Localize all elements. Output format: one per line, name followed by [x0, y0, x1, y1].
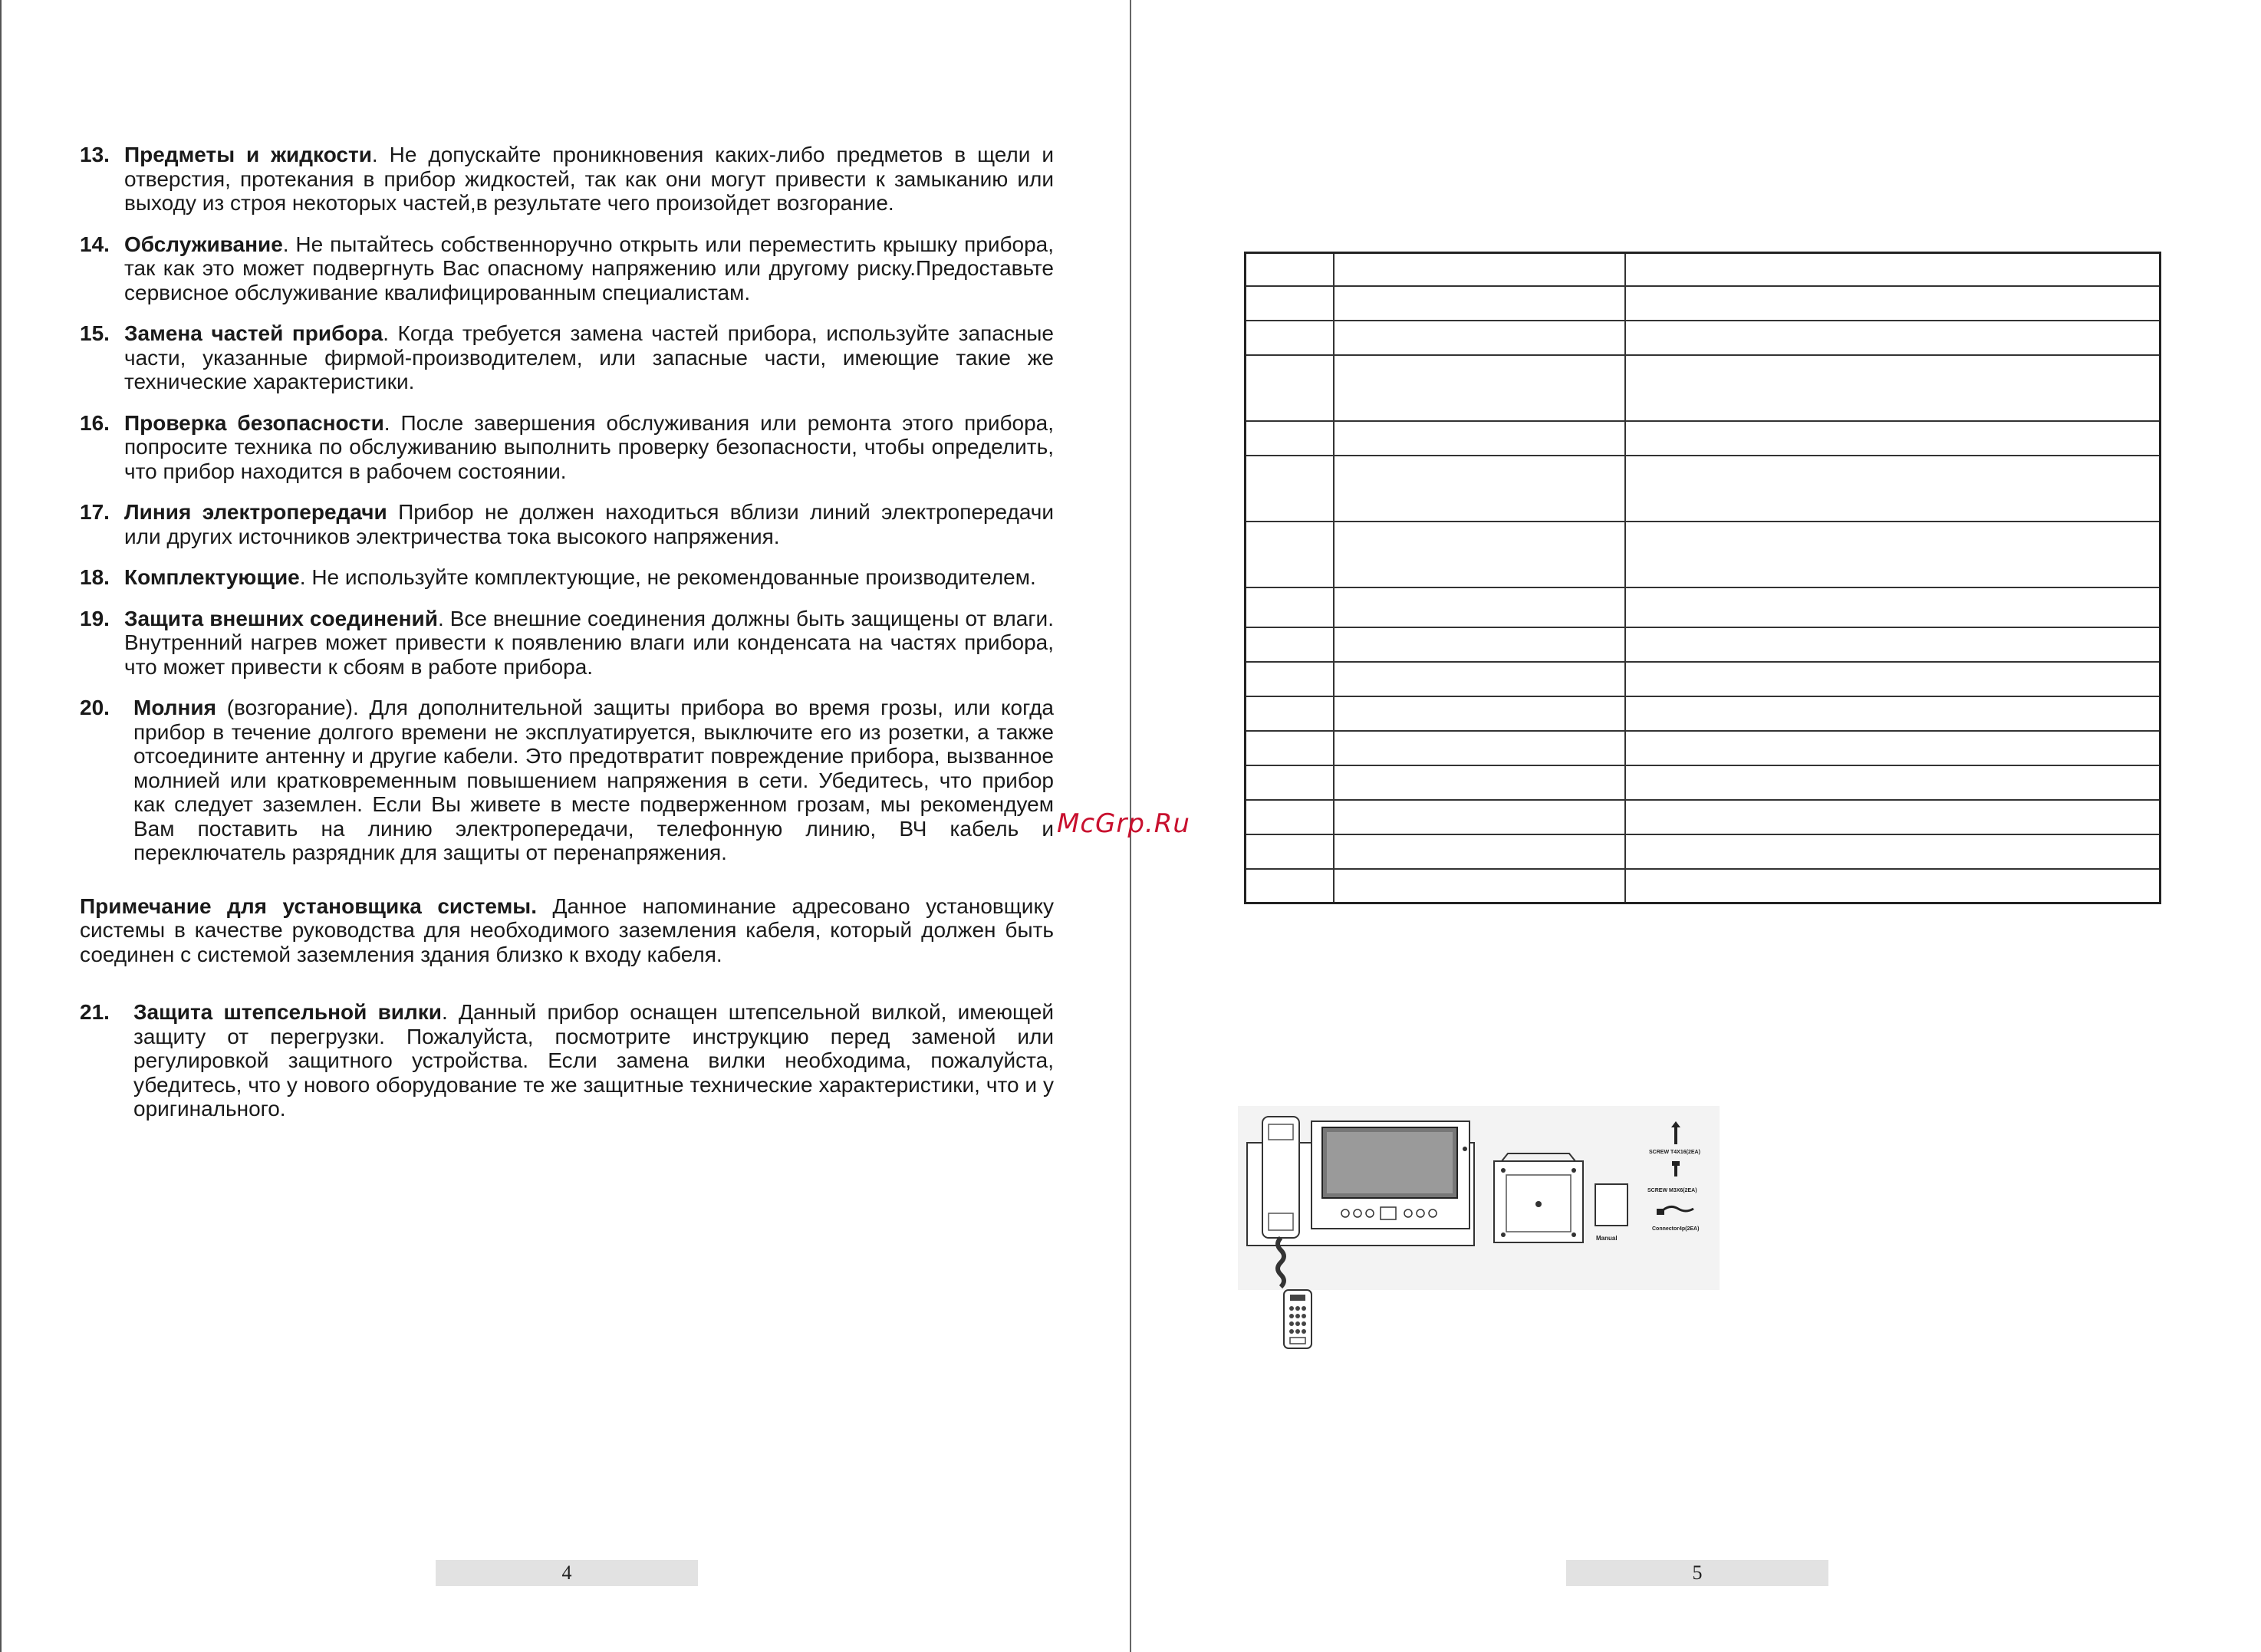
bracket-top	[1502, 1153, 1575, 1161]
item-text: . Все внешние соединения должны быть защищены от влаги. Внутренний нагрев может привести к появлению влаги или конденсата на частях прибора, что может привести к сбоям в работе прибора.	[124, 606, 1054, 679]
list-item	[80, 1000, 1054, 1121]
item-body	[124, 143, 1054, 216]
table-row	[1246, 765, 2161, 800]
screw-m3x6-label: SCREW M3X6(2EA)	[1647, 1188, 1697, 1193]
table-row	[1246, 355, 2161, 421]
monitor-indicator	[1463, 1147, 1467, 1151]
manual-icon	[1595, 1184, 1627, 1226]
item-body	[133, 696, 1054, 865]
safety-items	[80, 143, 1054, 1138]
table-row	[1246, 869, 2161, 903]
list-item	[80, 321, 1054, 394]
connector-plug	[1657, 1209, 1664, 1215]
item-number: 21.	[80, 1000, 110, 1024]
item-body	[124, 321, 1054, 394]
page-number-right: 5	[1566, 1560, 1828, 1586]
item-title: Комплектующие	[124, 565, 300, 589]
item-title: Защита штепсельной вилки	[133, 1000, 443, 1024]
watermark: McGrp.Ru	[1057, 808, 1190, 839]
table-row	[1246, 662, 2161, 696]
item-body	[124, 500, 1054, 548]
list-item	[80, 143, 1054, 216]
remote-control-icon	[1282, 1288, 1313, 1350]
item-number: 19.	[80, 606, 110, 630]
table-row	[1246, 587, 2161, 627]
item-number: 14.	[80, 232, 110, 256]
screw-t4x16-label: SCREW T4X16(2EA)	[1649, 1150, 1700, 1155]
screw-m3x6-icon	[1672, 1161, 1680, 1176]
table-row	[1246, 321, 2161, 355]
item-number: 15.	[80, 321, 110, 345]
specification-table	[1244, 252, 2161, 904]
item-number: 20.	[80, 696, 110, 719]
table-row	[1246, 731, 2161, 765]
item-body	[124, 232, 1054, 305]
item-text: (возгорание). Для дополнительной защиты прибора во время грозы, или когда прибор в течение долгого времени не эксплуатируется, выключите его из розетки, а также отсоедините антенну и другие кабели. Это предотвратит повреждение прибора, вызванное молнией или кратковременным повышением напряжения в сети. Убедитесь, что прибор как следует заземлен. Если Вы живете в месте подверженном грозам, мы рекомендуем Вам поставить на линию электропередачи, телефонную линию, ВЧ кабель и переключатель разрядник для защиты от перенапряжения.	[133, 696, 1054, 864]
list-item	[80, 607, 1054, 680]
table-row	[1246, 522, 2161, 587]
handset-icon	[1262, 1117, 1299, 1238]
accessories-drawing	[1238, 1106, 1720, 1290]
item-title: Молния	[133, 696, 216, 719]
left-page	[0, 0, 1130, 1652]
item-title: Предметы и жидкости	[124, 143, 372, 166]
item-text: . Данный прибор оснащен штепсельной вилкой, имеющей защиту от перегрузки. Пожалуйста, посмотрите инструкцию перед заменой или регулировкой защитного устройства. Если замена вилки необходима, пожалуйста, убедитесь, что у нового оборудование те же защитные технические характеристики, что и у оригинального.	[133, 1000, 1054, 1121]
table-row	[1246, 627, 2161, 662]
item-text: . После завершения обслуживания или ремонта этого прибора, попросите техника по обслуживанию выполнить проверку безопасности, чтобы определить, что прибор находится в рабочем состоянии.	[124, 410, 1055, 483]
accessories-illustration	[1238, 1106, 1720, 1290]
item-number: 18.	[80, 565, 110, 589]
list-item	[80, 565, 1054, 590]
list-item	[80, 411, 1054, 484]
table-row	[1246, 834, 2161, 869]
manual-label: Manual	[1596, 1235, 1618, 1242]
item-title: Обслуживание	[124, 232, 283, 256]
item-title: Проверка безопасности	[124, 410, 384, 435]
item-body	[124, 411, 1054, 484]
installer-note	[80, 894, 1054, 967]
table-row	[1246, 696, 2161, 731]
connector-icon	[1663, 1206, 1693, 1211]
item-number: 13.	[80, 143, 110, 166]
item-body	[133, 1000, 1054, 1121]
item-text: . Когда требуется замена частей прибора, используйте запасные части, указанные фирмой-производителем, или запасные части, имеющие такие же технические характеристики.	[124, 321, 1054, 393]
connector-label: Connector4p(2EA)	[1652, 1226, 1700, 1232]
item-title: Линия электропередачи	[124, 500, 387, 524]
list-item	[80, 500, 1054, 548]
page-number-left: 4	[436, 1560, 698, 1586]
item-title: Замена частей прибора	[124, 321, 383, 345]
table-row	[1246, 421, 2161, 456]
item-text: Прибор не должен находиться вблизи линий электропередачи или других источников электричества тока высокого напряжения.	[124, 500, 1054, 548]
list-item	[80, 232, 1054, 305]
item-number: 17.	[80, 500, 110, 524]
table-row	[1246, 800, 2161, 834]
item-text: . Не используйте комплектующие, не рекомендованные производителем.	[299, 565, 1036, 589]
item-text: . Не пытайтесь собственноручно открыть или переместить крышку прибора, так как это может подвергнуть Вас опасному напряжению или другому риску.Предоставьте сервисное обслуживание квалифицированным специалистам.	[124, 232, 1054, 304]
item-title: Защита внешних соединений	[124, 606, 438, 630]
item-text: . Не допускайте проникновения каких-либо предметов в щели и отверстия, протекания в прибор жидкостей, так как они могут привести к замыканию или выходу из строя некоторых частей,в результате чего произойдет возгорание.	[124, 143, 1054, 215]
table-row	[1246, 286, 2161, 321]
note-title: Примечание для установщика системы.	[80, 893, 538, 918]
monitor-screen-glare	[1327, 1132, 1453, 1193]
item-body	[124, 565, 1054, 590]
table-row	[1246, 456, 2161, 522]
list-item	[80, 696, 1054, 865]
item-body	[124, 607, 1054, 680]
item-number: 16.	[80, 410, 110, 435]
table-row	[1246, 253, 2161, 286]
screw-t4x16-icon	[1671, 1121, 1680, 1144]
remote-control-illustration	[1282, 1288, 1313, 1354]
note-text: Данное напоминание адресовано установщику системы в качестве руководства для необходимого заземления кабеля, который должен быть соединен с системой заземления здания близко к входу кабеля.	[80, 893, 1055, 966]
